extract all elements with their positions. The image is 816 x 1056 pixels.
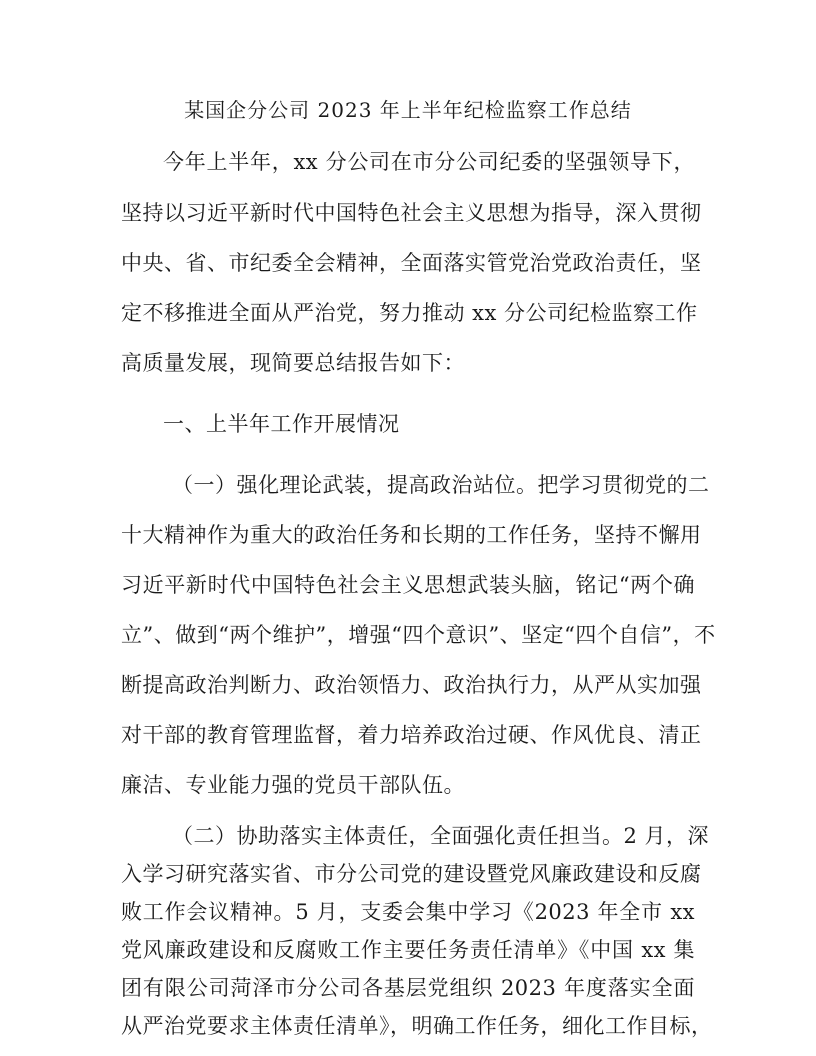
item1-line: （一）强化理论武装，提高政治站位。把学习贯彻党的二 (172, 473, 710, 497)
item1-line: 习近平新时代中国特色社会主义思想武装头脑，铭记“两个确 (121, 573, 695, 597)
intro-line: 中央、省、市纪委全会精神，全面落实管党治党政治责任，坚 (121, 251, 702, 275)
intro-line: 坚持以习近平新时代中国特色社会主义思想为指导，深入贯彻 (121, 201, 702, 225)
section-heading: 一、上半年工作开展情况 (163, 412, 400, 436)
item2-line: 党风廉政建设和反腐败工作主要任务责任清单》《中国 xx 集 (121, 938, 695, 962)
item1-line: 廉洁、专业能力强的党员干部队伍。 (121, 773, 465, 797)
item1-line: 对干部的教育管理监督，着力培养政治过硬、作风优良、清正 (121, 723, 702, 747)
intro-line: 今年上半年，xx 分公司在市分公司纪委的坚强领导下， (163, 150, 695, 174)
intro-line: 高质量发展，现简要总结报告如下： (121, 351, 465, 375)
intro-line: 定不移推进全面从严治党，努力推动 xx 分公司纪检监察工作 (121, 301, 698, 325)
item2-line: 败工作会议精神。5 月，支委会集中学习《2023 年全市 xx (121, 900, 695, 924)
item1-line: 断提高政治判断力、政治领悟力、政治执行力，从严从实加强 (121, 673, 702, 697)
item2-line: （二）协助落实主体责任，全面强化责任担当。2 月，深 (172, 824, 710, 848)
item2-line: 入学习研究落实省、市分公司党的建设暨党风廉政建设和反腐 (121, 862, 702, 886)
document-title: 某国企分公司 2023 年上半年纪检监察工作总结 (184, 98, 632, 122)
item2-line: 从严治党要求主体责任清单》，明确工作任务，细化工作目标， (121, 1014, 713, 1038)
item2-line: 团有限公司菏泽市分公司各基层党组织 2023 年度落实全面 (121, 976, 695, 1000)
item1-line: 十大精神作为重大的政治任务和长期的工作任务，坚持不懈用 (121, 523, 702, 547)
item1-line: 立”、做到“两个维护”，增强“四个意识”、坚定“四个自信”，不 (121, 623, 716, 647)
